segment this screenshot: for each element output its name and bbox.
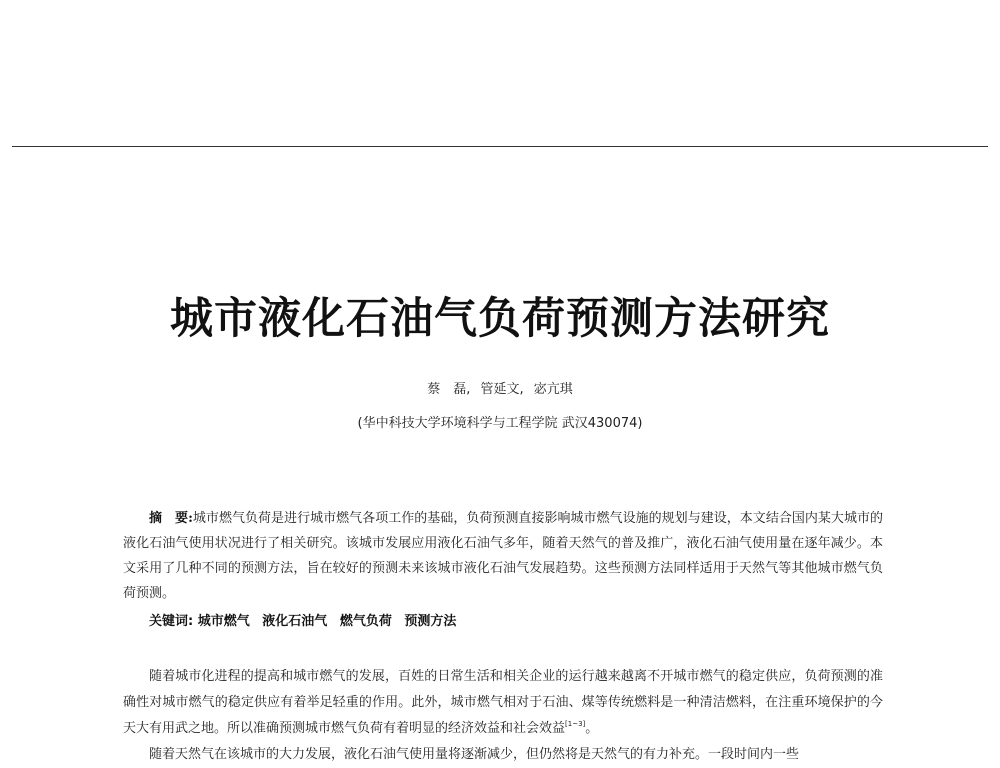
- author-list: [0, 380, 1000, 400]
- paragraph: [123, 742, 883, 768]
- header-rule: [12, 146, 988, 147]
- author-name: 管延文,: [480, 382, 524, 397]
- abstract-text: 城市燃气负荷是进行城市燃气各项工作的基础，负荷预测直接影响城市燃气设施的规划与建设，本文结合国内某大城市的液化石油气使用状况进行了相关研究。该城市发展应用液化石油气多年，随着天然气的普及推广，液化石油气使用量在逐年减少。本文采用了几种不同的预测方法，旨在较好的预测未来该城市液化石油气发展趋势。这些预测方法同样适用于天然气等其他城市燃气负荷预测。: [123, 511, 883, 601]
- keyword: 预测方法: [404, 614, 457, 629]
- citation-reference: [1~3]: [565, 720, 586, 728]
- author-affiliation: (华中科技大学环境科学与工程学院 武汉430074): [357, 416, 643, 431]
- keyword: 燃气负荷: [339, 614, 392, 629]
- keyword: 液化石油气: [262, 614, 328, 629]
- body-text: [123, 664, 883, 768]
- paragraph-end: 。: [585, 721, 599, 736]
- keyword: 城市燃气: [197, 614, 250, 629]
- abstract-label: 摘 要:: [149, 511, 193, 526]
- author-name: 蔡 磊,: [427, 382, 471, 397]
- paragraph: [123, 664, 883, 742]
- keywords: [149, 611, 464, 633]
- paper-title: 城市液化石油气负荷预测方法研究: [170, 294, 830, 344]
- author-name: 宓亢琪: [533, 382, 573, 397]
- abstract: [123, 506, 883, 606]
- paragraph-text: 随着城市化进程的提高和城市燃气的发展，百姓的日常生活和相关企业的运行越来越离不开城市燃气的稳定供应，负荷预测的准确性对城市燃气的稳定供应有着举足轻重的作用。此外，城市燃气相对于石油、煤等传统燃料是一种清洁燃料，在注重环境保护的今天大有用武之地。所以准确预测城市燃气负荷有着明显的经济效益和社会效益: [123, 669, 883, 736]
- paragraph-text: 随着天然气在该城市的大力发展，液化石油气使用量将逐渐减少，但仍然将是天然气的有力补充。一段时间内一些: [149, 747, 800, 762]
- keywords-label: 关键词:: [149, 614, 194, 629]
